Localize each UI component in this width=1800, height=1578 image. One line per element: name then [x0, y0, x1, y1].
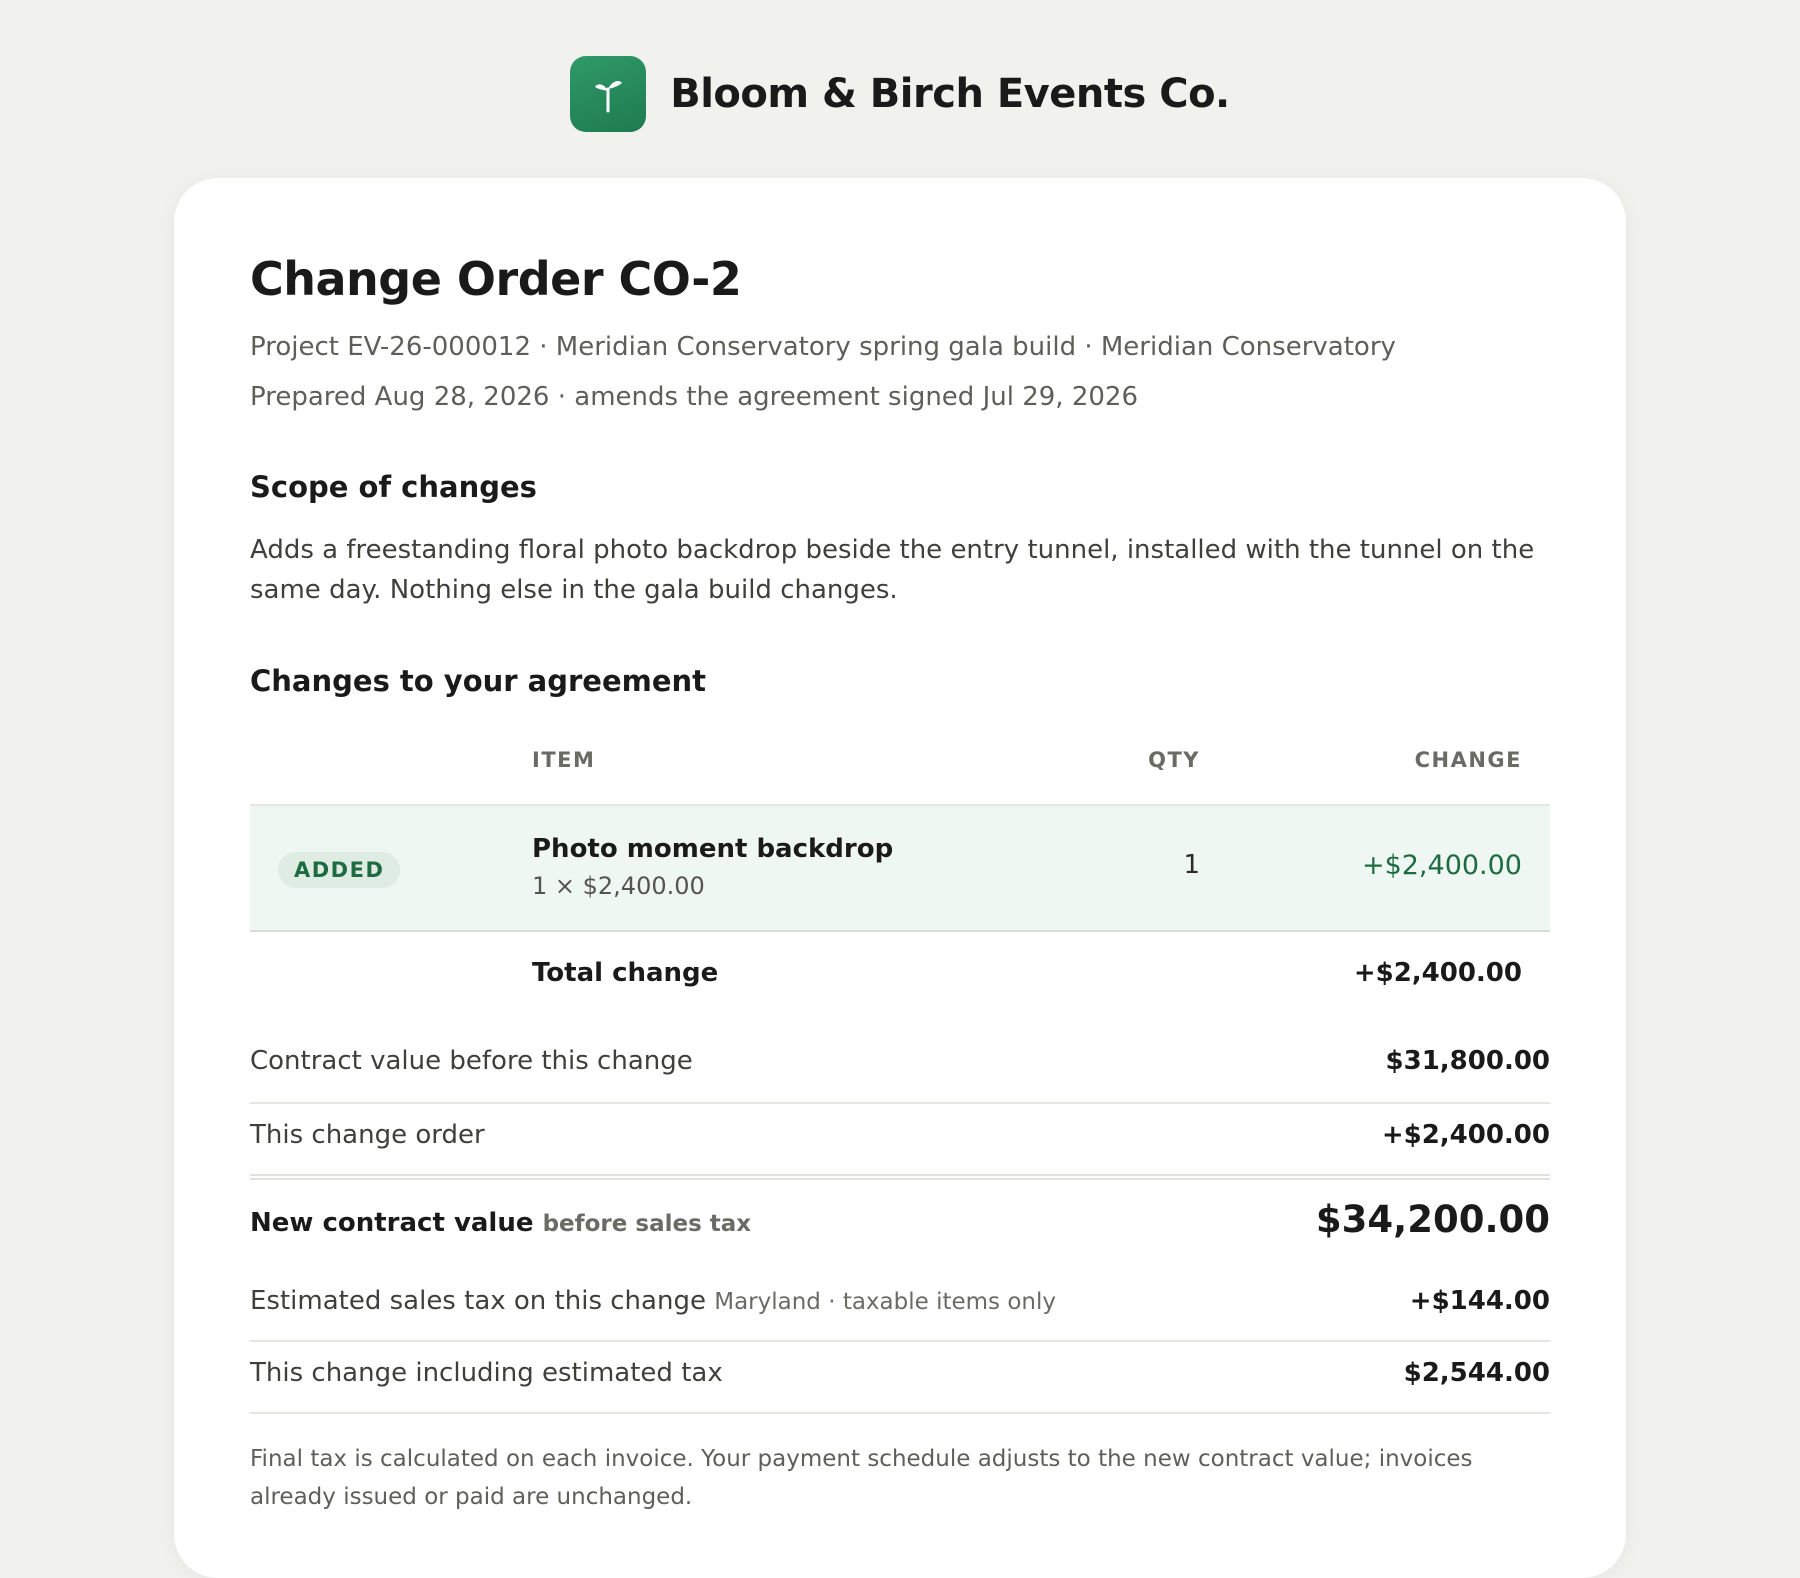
column-header-change: CHANGE — [1414, 748, 1522, 772]
change-order-card — [174, 178, 1626, 1578]
this-change-label: This change order — [250, 1120, 485, 1150]
this-change-row — [250, 1104, 1550, 1180]
footnote: Final tax is calculated on each invoice. Your payment schedule adjusts to the new contract value; invoices already issued or paid are unchanged. — [250, 1446, 1473, 1510]
new-contract-label-group — [250, 1208, 751, 1238]
page-title: Change Order CO-2 — [250, 252, 742, 306]
sales-tax-label-group — [250, 1286, 1056, 1316]
sales-tax-label: Estimated sales tax on this change — [250, 1286, 706, 1316]
change-incl-tax-row — [250, 1342, 1550, 1414]
sales-tax-note: Maryland · taxable items only — [714, 1289, 1056, 1315]
sprout-icon — [570, 56, 646, 132]
prepared-meta: Prepared Aug 28, 2026 · amends the agreement signed Jul 29, 2026 — [250, 382, 1138, 412]
item-name: Photo moment backdrop — [532, 834, 894, 864]
new-contract-label: New contract value — [250, 1208, 534, 1238]
column-header-item: ITEM — [532, 748, 596, 772]
brand-header — [0, 56, 1800, 132]
item-detail: 1 × $2,400.00 — [532, 872, 705, 900]
project-meta: Project EV-26-000012 · Meridian Conservatory spring gala build · Meridian Conservatory — [250, 332, 1396, 362]
sales-tax-row — [250, 1268, 1550, 1342]
new-contract-value: $34,200.00 — [1315, 1198, 1550, 1241]
brand-name: Bloom & Birch Events Co. — [670, 71, 1230, 117]
item-qty: 1 — [1183, 850, 1200, 880]
table-header — [250, 744, 1550, 806]
this-change-value: +$2,400.00 — [1381, 1120, 1550, 1150]
total-change-value: +$2,400.00 — [1353, 958, 1522, 988]
change-incl-tax-value: $2,544.00 — [1403, 1358, 1550, 1388]
item-change: +$2,400.00 — [1361, 850, 1522, 881]
change-incl-tax-label: This change including estimated tax — [250, 1358, 723, 1388]
total-change-label: Total change — [532, 958, 719, 988]
changes-heading: Changes to your agreement — [250, 664, 707, 698]
column-header-qty: QTY — [1148, 748, 1200, 772]
status-badge: ADDED — [278, 852, 400, 888]
new-contract-row — [250, 1180, 1550, 1266]
new-contract-note: before sales tax — [542, 1211, 752, 1237]
total-change-row — [250, 930, 1550, 1020]
sales-tax-value: +$144.00 — [1409, 1286, 1550, 1316]
scope-text: Adds a freestanding floral photo backdrop beside the entry tunnel, installed with the tunnel on the same day. Nothing else in the gala build changes. — [250, 535, 1535, 605]
contract-before-label: Contract value before this change — [250, 1046, 693, 1076]
scope-heading: Scope of changes — [250, 470, 537, 504]
contract-before-value: $31,800.00 — [1385, 1046, 1550, 1076]
contract-before-row — [250, 1034, 1550, 1104]
sprout-icon-svg — [591, 75, 625, 113]
table-row — [250, 806, 1550, 932]
